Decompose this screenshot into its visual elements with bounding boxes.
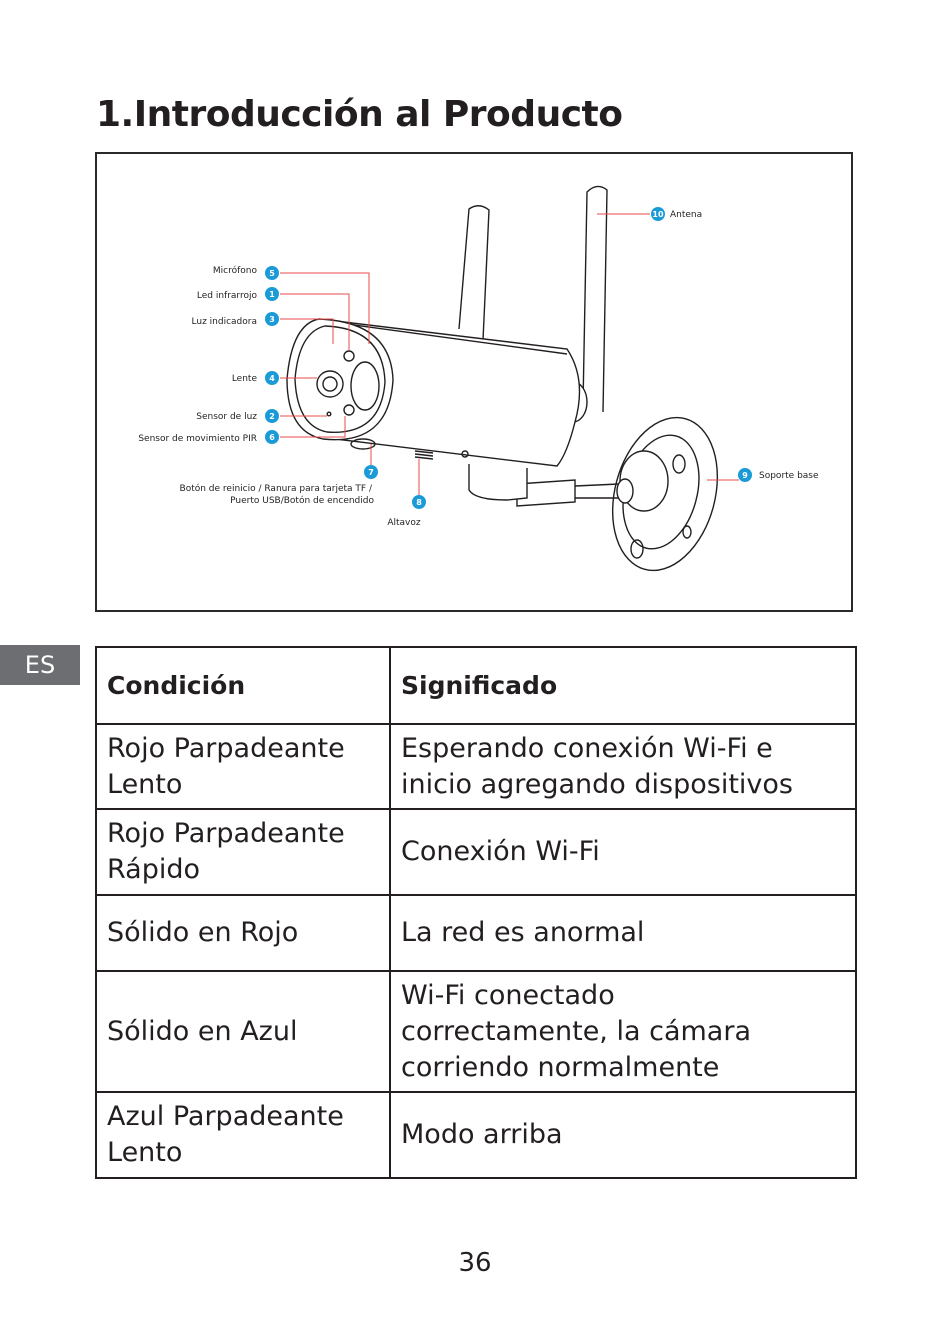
camera-illustration [97, 154, 855, 614]
product-diagram [95, 152, 853, 612]
label-antena: Antena [670, 210, 703, 220]
table-row [96, 724, 856, 809]
label-microfono: Micrófono [212, 266, 257, 276]
condition-cell: Azul Parpadeante Lento [96, 1092, 390, 1178]
table-row [96, 895, 856, 971]
label-luz-indicadora: Luz indicadora [191, 317, 257, 327]
label-sensor-pir: Sensor de movimiento PIR [138, 434, 257, 444]
table-row [96, 1092, 856, 1178]
table-row [96, 971, 856, 1092]
label-boton-reinicio-line2: Puerto USB/Botón de encendido [230, 496, 374, 506]
label-lente: Lente [231, 374, 257, 384]
svg-text:4: 4 [269, 374, 275, 383]
label-soporte-base: Soporte base [759, 471, 819, 481]
table-header-row [96, 647, 856, 724]
svg-text:8: 8 [416, 498, 422, 507]
page-number: 36 [458, 1248, 492, 1278]
svg-text:10: 10 [652, 210, 664, 219]
condition-cell: Rojo Parpadeante Rápido [96, 809, 390, 895]
language-tab: ES [0, 645, 80, 685]
page-title: 1.Introducción al Producto [96, 94, 623, 135]
meaning-cell: La red es anormal [390, 895, 856, 971]
label-sensor-luz: Sensor de luz [196, 412, 257, 422]
svg-text:3: 3 [269, 315, 275, 324]
table-row [96, 809, 856, 895]
header-condicion: Condición [96, 647, 390, 724]
svg-text:2: 2 [269, 412, 275, 421]
label-led-infrarrojo: Led infrarrojo [196, 291, 257, 301]
led-status-table [95, 646, 857, 1179]
svg-text:9: 9 [742, 471, 748, 480]
svg-text:6: 6 [269, 433, 275, 442]
meaning-cell: Esperando conexión Wi-Fi e inicio agregando dispositivos [390, 724, 856, 809]
header-significado: Significado [390, 647, 856, 724]
svg-text:7: 7 [368, 468, 374, 477]
condition-cell: Rojo Parpadeante Lento [96, 724, 390, 809]
meaning-cell: Wi-Fi conectado correctamente, la cámara corriendo normalmente [390, 971, 856, 1092]
condition-cell: Sólido en Rojo [96, 895, 390, 971]
meaning-cell: Modo arriba [390, 1092, 856, 1178]
meaning-cell: Conexión Wi-Fi [390, 809, 856, 895]
svg-text:1: 1 [269, 290, 275, 299]
svg-text:5: 5 [269, 269, 275, 278]
label-altavoz: Altavoz [387, 518, 421, 528]
condition-cell: Sólido en Azul [96, 971, 390, 1092]
label-boton-reinicio-line1: Botón de reinicio / Ranura para tarjeta TF / [179, 484, 372, 494]
